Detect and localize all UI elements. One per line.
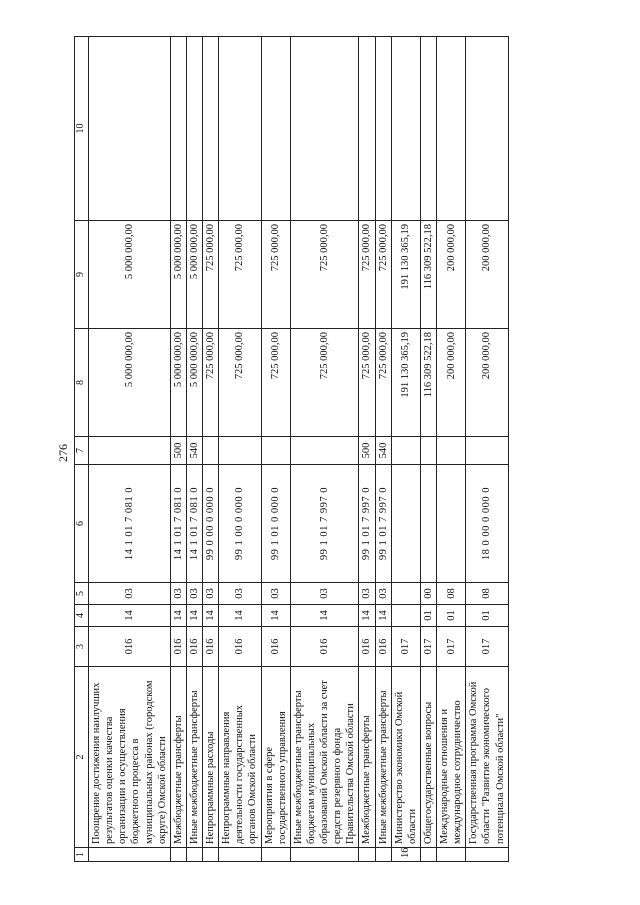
target-article-code [420, 465, 436, 583]
ministry-code: 016 [375, 627, 391, 667]
item-name: Государственная программа Омской области "Развитие экономического потенциала Омской области" [466, 667, 508, 848]
amount-col-8: 5 000 000,00 [170, 329, 186, 437]
amount-col-10 [359, 37, 375, 221]
section-code: 14 [375, 605, 391, 627]
amount-col-8: 5 000 000,00 [186, 329, 202, 437]
item-name: Иные межбюджетные трансферты [186, 667, 202, 848]
column-number: 4 [75, 605, 89, 627]
amount-col-8: 725 000,00 [219, 329, 261, 437]
ministry-code: 016 [359, 627, 375, 667]
expense-type-code [437, 437, 466, 465]
table-row [203, 37, 219, 862]
amount-col-8: 116 309 522,18 [420, 329, 436, 437]
ministry-code: 016 [290, 627, 359, 667]
subsection-code: 03 [89, 583, 171, 605]
subsection-code: 08 [466, 583, 508, 605]
table-row [170, 37, 186, 862]
ministry-code: 016 [261, 627, 290, 667]
row-number [437, 848, 466, 862]
expense-type-code [89, 437, 171, 465]
column-number: 6 [75, 465, 89, 583]
target-article-code: 99 1 01 0 000 0 [261, 465, 290, 583]
amount-col-9: 725 000,00 [375, 221, 391, 329]
item-name: Иные межбюджетные трансферты бюджетам муниципальных образований Омской области за счет средств резервного фонда Правительства Омской области [290, 667, 359, 848]
row-number: 16 [391, 848, 420, 862]
amount-col-9: 5 000 000,00 [170, 221, 186, 329]
row-number [375, 848, 391, 862]
target-article-code: 99 0 00 0 000 0 [203, 465, 219, 583]
subsection-code: 00 [420, 583, 436, 605]
table-row [391, 37, 420, 862]
amount-col-8: 725 000,00 [375, 329, 391, 437]
table-row [359, 37, 375, 862]
page-number: 276 [56, 444, 70, 462]
amount-col-8: 5 000 000,00 [89, 329, 171, 437]
subsection-code [391, 583, 420, 605]
amount-col-9: 200 000,00 [466, 221, 508, 329]
target-article-code: 99 1 01 7 997 0 [359, 465, 375, 583]
amount-col-9: 5 000 000,00 [186, 221, 202, 329]
subsection-code: 03 [170, 583, 186, 605]
item-name: Непрограммные расходы [203, 667, 219, 848]
amount-col-8: 191 130 365,19 [391, 329, 420, 437]
row-number [290, 848, 359, 862]
amount-col-10 [437, 37, 466, 221]
subsection-code: 03 [219, 583, 261, 605]
section-code: 14 [359, 605, 375, 627]
ministry-code: 017 [391, 627, 420, 667]
item-name: Иные межбюджетные трансферты [375, 667, 391, 848]
budget-table [74, 36, 509, 862]
ministry-code: 017 [420, 627, 436, 667]
amount-col-10 [186, 37, 202, 221]
item-name: Межбюджетные трансферты [359, 667, 375, 848]
row-number [89, 848, 171, 862]
column-number: 10 [75, 37, 89, 221]
ministry-code: 016 [186, 627, 202, 667]
amount-col-9: 725 000,00 [203, 221, 219, 329]
section-code: 14 [261, 605, 290, 627]
table-row [437, 37, 466, 862]
amount-col-10 [375, 37, 391, 221]
column-number: 1 [75, 848, 89, 862]
target-article-code: 14 1 01 7 081 0 [186, 465, 202, 583]
section-code: 14 [186, 605, 202, 627]
expense-type-code: 500 [359, 437, 375, 465]
amount-col-9: 200 000,00 [437, 221, 466, 329]
amount-col-8: 200 000,00 [437, 329, 466, 437]
item-name: Министерство экономики Омской области [391, 667, 420, 848]
table-row [219, 37, 261, 862]
target-article-code: 18 0 00 0 000 0 [466, 465, 508, 583]
table-row [261, 37, 290, 862]
target-article-code: 99 1 01 7 997 0 [290, 465, 359, 583]
target-article-code: 14 1 01 7 081 0 [170, 465, 186, 583]
expense-type-code [219, 437, 261, 465]
expense-type-code [466, 437, 508, 465]
column-number: 3 [75, 627, 89, 667]
expense-type-code [261, 437, 290, 465]
item-name: Непрограммные направления деятельности государственных органов Омской области [219, 667, 261, 848]
amount-col-9: 725 000,00 [219, 221, 261, 329]
subsection-code: 08 [437, 583, 466, 605]
row-number [203, 848, 219, 862]
subsection-code: 03 [203, 583, 219, 605]
amount-col-8: 725 000,00 [359, 329, 375, 437]
amount-col-9: 116 309 522,18 [420, 221, 436, 329]
section-code: 14 [170, 605, 186, 627]
amount-col-10 [290, 37, 359, 221]
ministry-code: 017 [466, 627, 508, 667]
amount-col-9: 725 000,00 [261, 221, 290, 329]
subsection-code: 03 [375, 583, 391, 605]
table-row [466, 37, 508, 862]
table-row [186, 37, 202, 862]
target-article-code [437, 465, 466, 583]
row-number [420, 848, 436, 862]
subsection-code: 03 [261, 583, 290, 605]
amount-col-9: 725 000,00 [359, 221, 375, 329]
amount-col-10 [420, 37, 436, 221]
section-code: 14 [203, 605, 219, 627]
section-code: 01 [420, 605, 436, 627]
item-name: Мероприятия в сфере государственного управления [261, 667, 290, 848]
section-code: 14 [89, 605, 171, 627]
section-code: 01 [466, 605, 508, 627]
subsection-code: 03 [290, 583, 359, 605]
section-code: 14 [219, 605, 261, 627]
expense-type-code: 540 [186, 437, 202, 465]
item-name: Поощрение достижения наилучших результатов оценки качества организации и осуществления бюджетного процесса в муниципальных районах (городском округе) Омской области [89, 667, 171, 848]
amount-col-9: 5 000 000,00 [89, 221, 171, 329]
target-article-code: 14 1 01 7 081 0 [89, 465, 171, 583]
column-number: 8 [75, 329, 89, 437]
amount-col-8: 725 000,00 [261, 329, 290, 437]
expense-type-code [290, 437, 359, 465]
ministry-code: 016 [203, 627, 219, 667]
column-number: 5 [75, 583, 89, 605]
amount-col-10 [219, 37, 261, 221]
column-number-row [75, 37, 89, 862]
ministry-code: 016 [170, 627, 186, 667]
item-name: Межбюджетные трансферты [170, 667, 186, 848]
table-row [89, 37, 171, 862]
section-code [391, 605, 420, 627]
subsection-code: 03 [186, 583, 202, 605]
row-number [186, 848, 202, 862]
target-article-code [391, 465, 420, 583]
ministry-code: 016 [89, 627, 171, 667]
amount-col-10 [391, 37, 420, 221]
row-number [359, 848, 375, 862]
table-row [290, 37, 359, 862]
expense-type-code [203, 437, 219, 465]
expense-type-code: 500 [170, 437, 186, 465]
column-number: 2 [75, 667, 89, 848]
table-row [420, 37, 436, 862]
section-code: 14 [290, 605, 359, 627]
amount-col-8: 725 000,00 [203, 329, 219, 437]
column-number: 7 [75, 437, 89, 465]
expense-type-code [420, 437, 436, 465]
amount-col-8: 200 000,00 [466, 329, 508, 437]
ministry-code: 017 [437, 627, 466, 667]
section-code: 01 [437, 605, 466, 627]
row-number [261, 848, 290, 862]
row-number [170, 848, 186, 862]
amount-col-10 [170, 37, 186, 221]
rotated-content [42, 37, 602, 862]
amount-col-10 [203, 37, 219, 221]
expense-type-code [391, 437, 420, 465]
table-row [375, 37, 391, 862]
item-name: Общегосударственные вопросы [420, 667, 436, 848]
amount-col-10 [89, 37, 171, 221]
ministry-code: 016 [219, 627, 261, 667]
amount-col-8: 725 000,00 [290, 329, 359, 437]
target-article-code: 99 1 00 0 000 0 [219, 465, 261, 583]
expense-type-code: 540 [375, 437, 391, 465]
amount-col-10 [261, 37, 290, 221]
amount-col-10 [466, 37, 508, 221]
amount-col-9: 725 000,00 [290, 221, 359, 329]
subsection-code: 03 [359, 583, 375, 605]
item-name: Международные отношения и международное сотрудничество [437, 667, 466, 848]
column-number: 9 [75, 221, 89, 329]
row-number [219, 848, 261, 862]
row-number [466, 848, 508, 862]
target-article-code: 99 1 01 7 997 0 [375, 465, 391, 583]
amount-col-9: 191 130 365,19 [391, 221, 420, 329]
